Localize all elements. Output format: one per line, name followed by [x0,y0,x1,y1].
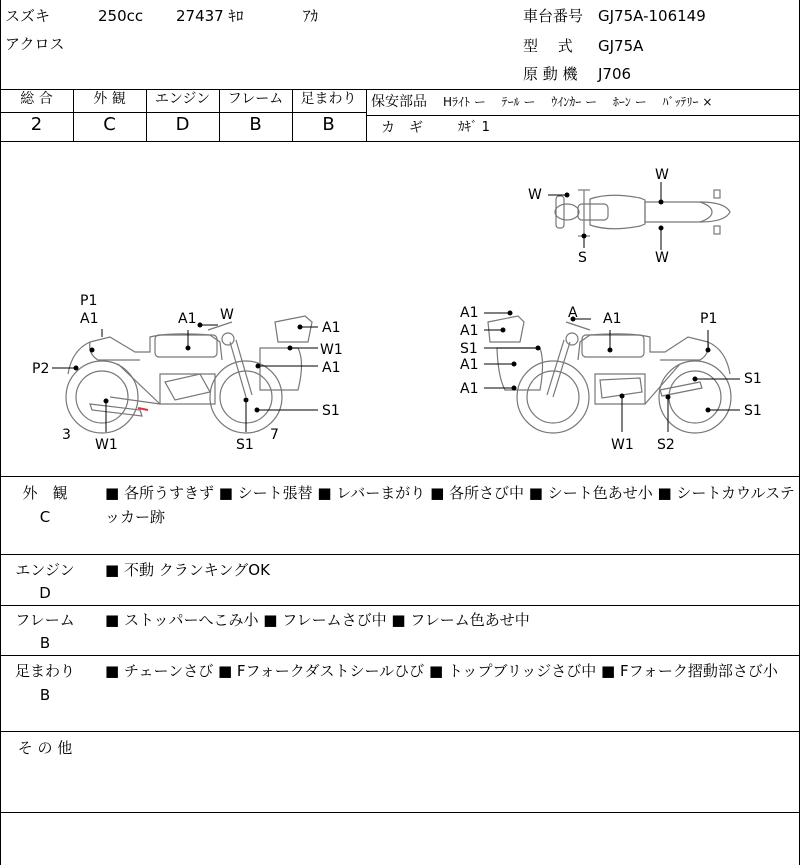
grade-overall-value: 2 [30,114,43,135]
top-label-w3: W [655,250,669,266]
right-label-a1-2: A1 [460,323,479,339]
key-value: ｶｷﾞ 1 [458,120,490,135]
right-label-a1-tank: A1 [603,311,622,327]
mileage: 27437 ｷﾛ [176,7,244,25]
left-label-p1: P1 [80,293,98,309]
chassis-number: GJ75A-106149 [598,7,706,25]
grade-engine-value: D [175,114,190,135]
section-divider-3 [0,655,800,656]
bike-top-view [555,190,730,236]
left-label-w1-cowl: W1 [320,342,343,358]
section-divider-1 [0,554,800,555]
left-label-s1-front: S1 [236,437,254,453]
suspension-section-notes: ■ チェーンさび ■ Fフォークダストシールひび ■ トップブリッジさび中 ■ Fフォーク摺動部さび小 [105,662,778,680]
safety-parts-items: Hﾗｲﾄ ー ﾃｰﾙ ー ｳｲﾝｶｰ ー ﾎｰﾝ ー ﾊﾞｯﾃﾘｰ × [443,95,713,109]
damage-diagram [0,142,800,476]
grade-sep-5 [366,89,367,141]
left-label-a1-cowl: A1 [322,320,341,336]
suspension-section-label: 足まわり [14,662,75,680]
right-label-w1: W1 [611,437,634,453]
frame-section-label: フレーム [15,611,75,629]
grade-engine-label: エンジン [154,91,211,107]
grade-frame-value: B [249,114,262,135]
right-label-a1-1: A1 [460,305,479,321]
exterior-section-grade: C [39,508,51,526]
right-label-s1-a: S1 [744,371,762,387]
right-label-s2: S2 [657,437,675,453]
left-label-w-handle: W [220,307,234,323]
engine-displacement: 250cc [98,7,144,25]
right-label-a: A [568,305,578,321]
right-label-a1-3: A1 [460,357,479,373]
left-label-3: 3 [62,427,71,443]
grade-frame-label: フレーム [227,91,284,107]
left-label-s1-wheel: S1 [322,403,340,419]
grade-suspension-label: 足まわり [300,91,357,107]
other-section-label: そ の 他 [17,739,73,757]
left-label-7: 7 [270,427,279,443]
section-divider-4 [0,731,800,732]
diagram-bottom-divider [0,476,800,477]
body-color: ｱｶ [303,7,319,25]
left-label-a1-tank: A1 [178,311,197,327]
left-label-p2: P2 [32,361,50,377]
right-label-a1-4: A1 [460,381,479,397]
frame-section-grade: B [39,634,51,652]
engine-section-label: エンジン [15,561,75,579]
chassis-number-label: 車台番号 [523,7,584,25]
top-label-w2: W [655,167,669,183]
grade-overall-label: 総 合 [20,91,53,107]
engine-section-notes: ■ 不動 クランキングOK [105,561,270,579]
grade-exterior-value: C [103,114,116,135]
safety-parts-label: 保安部品 [371,94,427,110]
section-divider-2 [0,605,800,606]
exterior-section-label: 外 観 [22,484,68,502]
model-name: アクロス [5,35,65,53]
top-label-w1: W [528,187,542,203]
bike-left-view [66,316,312,433]
frame-section-notes: ■ ストッパーへこみ小 ■ フレームさび中 ■ フレーム色あせ中 [105,611,530,629]
engine-model-label: 原 動 機 [523,65,578,83]
grade-exterior-label: 外 観 [93,91,126,107]
grade-suspension-value: B [322,114,335,135]
exterior-section-notes: ■ 各所うすきず ■ シート張替 ■ レバーまがり ■ 各所さび中 ■ シート色あせ小 ■ シートカウルステッカー跡 [105,484,795,526]
left-label-a1-fork: A1 [322,360,341,376]
top-label-s: S [578,250,587,266]
left-label-w1-rear: W1 [95,437,118,453]
right-label-p1: P1 [700,311,718,327]
right-label-s1: S1 [460,341,478,357]
engine-model: J706 [598,65,632,83]
engine-section-grade: D [39,584,51,602]
parts-key-divider [367,115,800,116]
model-type-label: 型 式 [523,37,573,55]
right-label-s1-b: S1 [744,403,762,419]
suspension-section-grade: B [39,686,51,704]
grade-label-divider [0,112,366,113]
left-label-a1-top: A1 [80,311,99,327]
section-divider-5 [0,812,800,813]
maker-name: スズキ [5,7,51,25]
model-type: GJ75A [598,37,644,55]
key-label: カ ギ [381,120,423,136]
